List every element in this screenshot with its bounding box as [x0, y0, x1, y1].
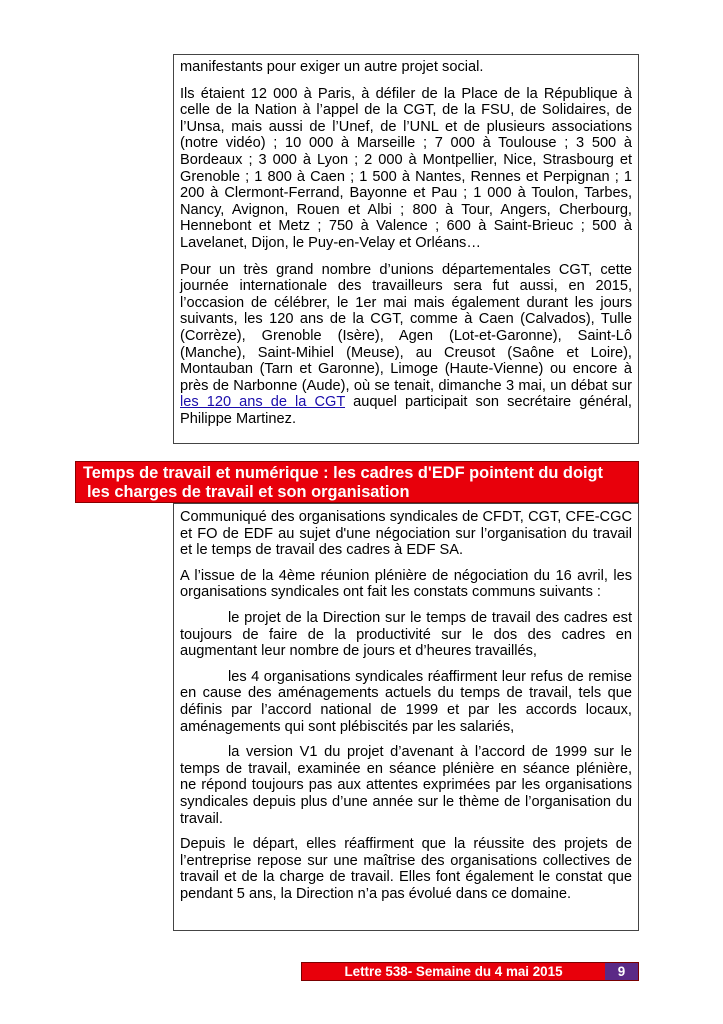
paragraph-text-end: auquel participait son secrétaire général, Philippe Martinez. — [180, 394, 632, 427]
finding-item-1: le projet de la Direction sur le temps de travail des cadres est toujours de faire de la productivité sur le dos des cadres en augmentant leur nombre de jours et d’heures travaillés, — [180, 609, 632, 660]
paragraph-protest-figures: Ils étaient 12 000 à Paris, à défiler de la Place de la République à celle de la Nation à l’appel de la CGT, de la FSU, de Solidaires, de l’Unsa, mais aussi de l’Unef, de l’UNL et de plusieurs associations (notre vidéo) ; 10 000 à Marseille ; 7 000 à Toulouse ; 3 500 à Bordeaux ; 3 000 à Lyon ; 2 000 à Montpellier, Nice, Strasbourg et Grenoble ; 1 800 à Caen ; 1 500 à Nantes, Rennes et Perpignan ; 1 200 à Clermont-Ferrand, Bayonne et Pau ; 1 000 à Toulon, Tarbes, Nancy, Avignon, Rouen et Albi ; 800 à Tour, Angers, Cherbourg, Hennebont et Metz ; 750 à Valence ; 600 à Saint-Brieuc ; 500 à Lavelanet, Dijon, le Puy-en-Velay et Orléans… — [180, 85, 632, 251]
paragraph-findings-intro: A l’issue de la 4ème réunion plénière de négociation du 16 avril, les organisations syndicales ont fait les constats communs suivants : — [180, 567, 632, 601]
heading-line-1: Temps de travail et numérique : les cadres d'EDF pointent du doigt — [83, 464, 603, 482]
page-footer — [301, 962, 639, 981]
page-number: 9 — [605, 963, 638, 980]
paragraph-intro: manifestants pour exiger un autre projet social. — [180, 59, 484, 75]
article-continuation-box — [173, 54, 639, 444]
edf-article-box — [173, 503, 639, 931]
paragraph-conclusion: Depuis le départ, elles réaffirment que la réussite des projets de l’entreprise repose sur une maîtrise des organisations collectives de travail et de la charge de travail. Elles font également le constat que pendant 5 ans, la Direction n’a pas évolué dans ce domaine. — [180, 836, 632, 902]
paragraph-communique: Communiqué des organisations syndicales de CFDT, CGT, CFE-CGC et FO de EDF au sujet d'une négociation sur l’organisation du travail et le temps de travail des cadres à EDF SA. — [180, 509, 632, 559]
heading-line-2: les charges de travail et son organisation — [87, 483, 410, 501]
finding-item-2: les 4 organisations syndicales réaffirment leur refus de remise en cause des aménagements actuels du temps de travail, tels que définis par l’accord national de 1999 et par les accords locaux, aménagements qui sont plébiscités par les salariés, — [180, 668, 632, 735]
footer-title: Lettre 538- Semaine du 4 mai 2015 — [302, 963, 605, 980]
paragraph-text-start: Pour un très grand nombre d’unions départementales CGT, cette journée internationale des travailleurs sera fut aussi, en 2015, l’occasion de célébrer, le 1er mai mais également durant les jours suivants, les 120 ans de la CGT, comme à Caen (Calvados), Tulle (Corrèze), Grenoble (Isère), Agen (Lot-et-Garonne), Saint-Lô (Manche), Saint-Mihiel (Meuse), au Creusot (Saône et Loire), Montauban (Tarn et Garonne), Limoge (Haute-Vienne) ou encore à près de Narbonne (Aude), où se tenait, dimanche 3 mai, un débat sur — [180, 261, 632, 394]
section-heading-banner — [75, 461, 639, 503]
paragraph-cgt-anniversary — [180, 262, 632, 428]
cgt-120-years-link[interactable]: les 120 ans de la CGT — [180, 394, 346, 411]
finding-item-3: la version V1 du projet d’avenant à l’accord de 1999 sur le temps de travail, examinée en séance plénière en séance plénière, ne répond toujours pas aux attentes exprimées par les organisations syndicales depuis plus d’une année sur le thème de l’organisation du travail. — [180, 744, 632, 827]
